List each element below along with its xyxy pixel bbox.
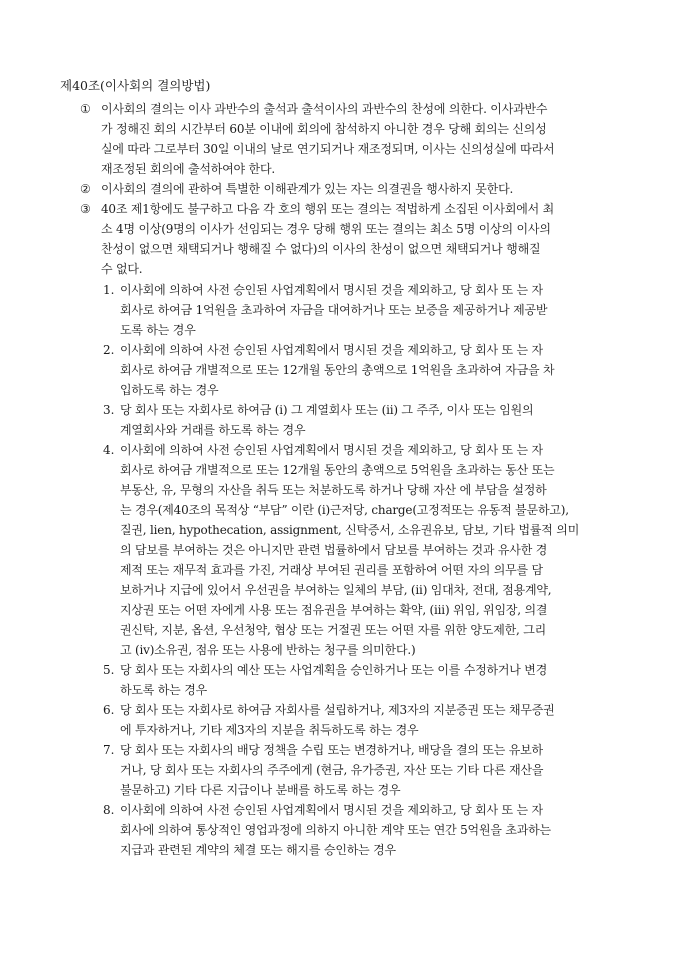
item-number-6: 6. (103, 703, 115, 717)
item-7-line: 불문하고) 기타 다른 지급이나 분배를 하도록 하는 경우 (120, 783, 401, 797)
item-4-line: 의 담보를 부여하는 것은 아니지만 관련 법률하에서 담보를 부여하는 것과 유사한 경 (120, 543, 548, 557)
item-number-3: 3. (103, 403, 115, 417)
item-3-line: 계열회사와 거래를 하도록 하는 경우 (120, 423, 306, 437)
item-8-line: 회사에 의하여 통상적인 영업과정에 의하지 아니한 계약 또는 연간 5억원을 초과하는 (120, 823, 551, 837)
item-number-5: 5. (103, 663, 115, 677)
paragraph-1-line: 가 정해진 회의 시간부터 60분 이내에 회의에 참석하지 아니한 경우 당해 회의는 신의성 (101, 122, 547, 136)
paragraph-1-line: 실에 따라 그로부터 30일 이내의 날로 연기되거나 재조정되며, 이사는 신의성실에 따라서 (101, 142, 555, 156)
item-1-line: 도록 하는 경우 (120, 323, 196, 337)
item-number-8: 8. (103, 803, 115, 817)
paragraph-3-line: 찬성이 없으면 채택되거나 행해질 수 없다)의 이사의 찬성이 없으면 채택되거나 행해질 (101, 242, 541, 256)
item-number-2: 2. (103, 343, 115, 357)
paragraph-1-line: 재조정된 회의에 출석하여야 한다. (101, 162, 275, 176)
item-8-line: 이사회에 의하여 사전 승인된 사업계획에서 명시된 것을 제외하고, 당 회사 또 는 자 (120, 803, 543, 817)
paragraph-marker-3: ③ (80, 202, 91, 216)
item-number-7: 7. (103, 743, 115, 757)
item-6-line: 당 회사 또는 자회사로 하여금 자회사를 설립하거나, 제3자의 지분증권 또는 채무증권 (120, 703, 555, 717)
article-title: 제40조(이사회의 결의방법) (60, 78, 211, 93)
paragraph-1-line: 이사회의 결의는 이사 과반수의 출석과 출석이사의 과반수의 찬성에 의한다. 이사과반수 (101, 102, 548, 116)
item-7-line: 당 회사 또는 자회사의 배당 정책을 수립 또는 변경하거나, 배당을 결의 또는 유보하 (120, 743, 543, 757)
item-number-1: 1. (103, 283, 115, 297)
item-5-line: 하도록 하는 경우 (120, 683, 207, 697)
item-2-line: 회사로 하여금 개별적으로 또는 12개월 동안의 총액으로 1억원을 초과하여 자금을 차 (120, 363, 555, 377)
paragraph-marker-2: ② (80, 182, 91, 196)
item-3-line: 당 회사 또는 자회사로 하여금 (i) 그 계열회사 또는 (ii) 그 주주, 이사 또는 임원의 (120, 403, 534, 417)
paragraph-marker-1: ① (80, 102, 91, 116)
paragraph-3-line: 수 없다. (101, 262, 143, 276)
item-number-4: 4. (103, 443, 115, 457)
item-4-line: 권신탁, 지분, 옵션, 우선청약, 협상 또는 거절권 또는 어떤 자를 위한 양도제한, 그리 (120, 623, 546, 637)
item-4-line: 지상권 또는 어떤 자에게 사용 또는 점유권을 부여하는 확약, (iii) 위임, 위임장, 의결 (120, 603, 548, 617)
item-4-line: 보하거나 지급에 있어서 우선권을 부여하는 일체의 부담, (ii) 임대차, 전대, 점용계약, (120, 583, 552, 597)
item-2-line: 이사회에 의하여 사전 승인된 사업계획에서 명시된 것을 제외하고, 당 회사 또 는 자 (120, 343, 543, 357)
item-8-line: 지급과 관련된 계약의 체결 또는 해지를 승인하는 경우 (120, 843, 396, 857)
item-4-line: 회사로 하여금 개별적으로 또는 12개월 동안의 총액으로 5억원을 초과하는 동산 또는 (120, 463, 555, 477)
item-6-line: 에 투자하거나, 기타 제3자의 지분을 취득하도록 하는 경우 (120, 723, 419, 737)
item-4-line: 부동산, 유, 무형의 자산을 취득 또는 처분하도록 하거나 당해 자산 에 부담을 설정하 (120, 483, 547, 497)
item-4-line: 고 (iv)소유권, 점유 또는 사용에 반하는 청구를 의미한다.) (120, 643, 416, 657)
item-4-line: 는 경우(제40조의 목적상 “부담” 이란 (i)근저당, charge(고정적또는 유동적 불문하고), (120, 503, 569, 517)
paragraph-3-line: 소 4명 이상(9명의 이사가 선임되는 경우 당해 행위 또는 결의는 최소 5명 이상의 이사의 (101, 222, 551, 236)
item-1-line: 회사로 하여금 1억원을 초과하여 자금을 대여하거나 또는 보증을 제공하거나 제공받 (120, 303, 548, 317)
paragraph-2-line: 이사회의 결의에 관하여 특별한 이해관계가 있는 자는 의결권을 행사하지 못한다. (101, 182, 514, 196)
paragraph-3-line: 40조 제1항에도 불구하고 다음 각 호의 행위 또는 결의는 적법하게 소집된 이사회에서 최 (101, 202, 555, 216)
item-4-line: 제적 또는 재무적 효과를 가진, 거래상 부여된 권리를 포함하여 어떤 자의 의무를 담 (120, 563, 543, 577)
item-2-line: 입하도록 하는 경우 (120, 383, 219, 397)
item-4-line: 이사회에 의하여 사전 승인된 사업계획에서 명시된 것을 제외하고, 당 회사 또 는 자 (120, 443, 543, 457)
item-5-line: 당 회사 또는 자회사의 예산 또는 사업계획을 승인하거나 또는 이를 수정하거나 변경 (120, 663, 548, 677)
item-7-line: 거나, 당 회사 또는 자회사의 주주에게 (현금, 유가증권, 자산 또는 기타 다른 재산을 (120, 763, 544, 777)
item-1-line: 이사회에 의하여 사전 승인된 사업계획에서 명시된 것을 제외하고, 당 회사 또 는 자 (120, 283, 543, 297)
item-4-line: 질권, lien, hypothecation, assignment, 신탁증서, 소유권유보, 담보, 기타 법률적 의미 (120, 523, 580, 537)
